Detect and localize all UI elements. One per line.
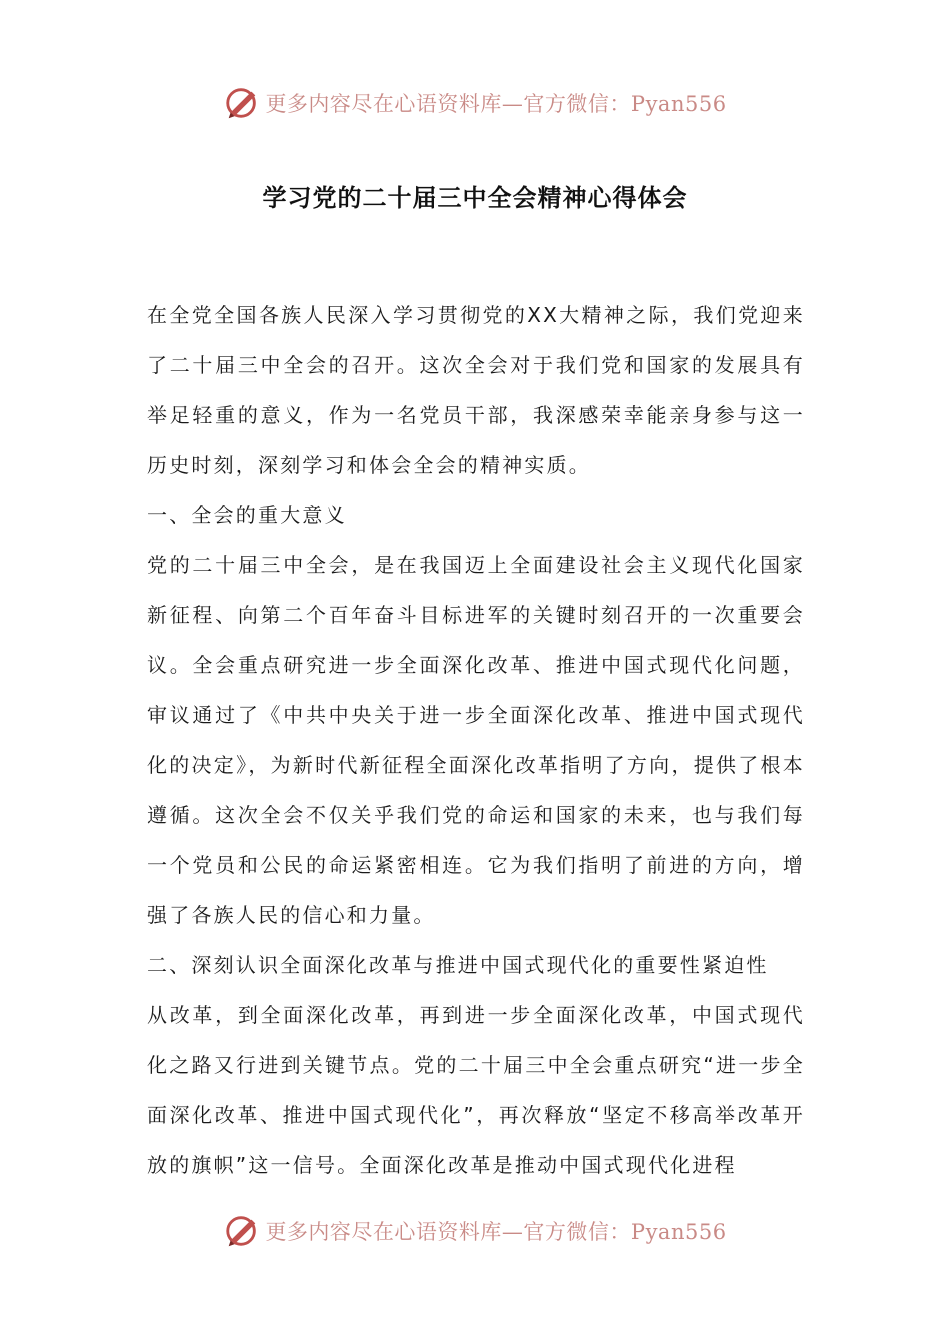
paragraph-intro: 在全党全国各族人民深入学习贯彻党的XX大精神之际，我们党迎来了二十届三中全会的召开。这次全会对于我们党和国家的发展具有举足轻重的意义，作为一名党员干部，我深感荣幸能亲身参与这一历史时刻，深刻学习和体会全会的精神实质。: [147, 303, 805, 477]
watermark-banner-bottom: [0, 1208, 950, 1254]
paragraph-significance: 党的二十届三中全会，是在我国迈上全面建设社会主义现代化国家新征程、向第二个百年奋斗目标进军的关键时刻召开的一次重要会议。全会重点研究进一步全面深化改革、推进中国式现代化问题，审议通过了《中共中央关于进一步全面深化改革、推进中国式现代化的决定》，为新时代新征程全面深化改革指明了方向，提供了根本遵循。这次全会不仅关乎我们党的命运和国家的未来，也与我们每一个党员和公民的命运紧密相连。它为我们指明了前进的方向，增强了各族人民的信心和力量。: [147, 553, 805, 927]
watermark-text: 更多内容尽在心语资料库—官方微信：Pyan556: [265, 92, 727, 116]
document-body: [147, 290, 805, 1190]
section-heading-2: 二、深刻认识全面深化改革与推进中国式现代化的重要性紧迫性: [147, 953, 769, 977]
paragraph-reform: 从改革，到全面深化改革，再到进一步全面深化改革，中国式现代化之路又行进到关键节点。党的二十届三中全会重点研究“进一步全面深化改革、推进中国式现代化”，再次释放“坚定不移高举改革开放的旗帜”这一信号。全面深化改革是推动中国式现代化进程: [147, 1003, 805, 1177]
pen-logo-icon: [223, 84, 261, 122]
watermark-text: 更多内容尽在心语资料库—官方微信：Pyan556: [265, 1220, 727, 1244]
document-title: 学习党的二十届三中全会精神心得体会: [262, 184, 688, 212]
watermark-banner-top: [0, 80, 950, 126]
pen-logo-icon: [223, 1212, 261, 1250]
section-heading-1: 一、全会的重大意义: [147, 503, 347, 527]
